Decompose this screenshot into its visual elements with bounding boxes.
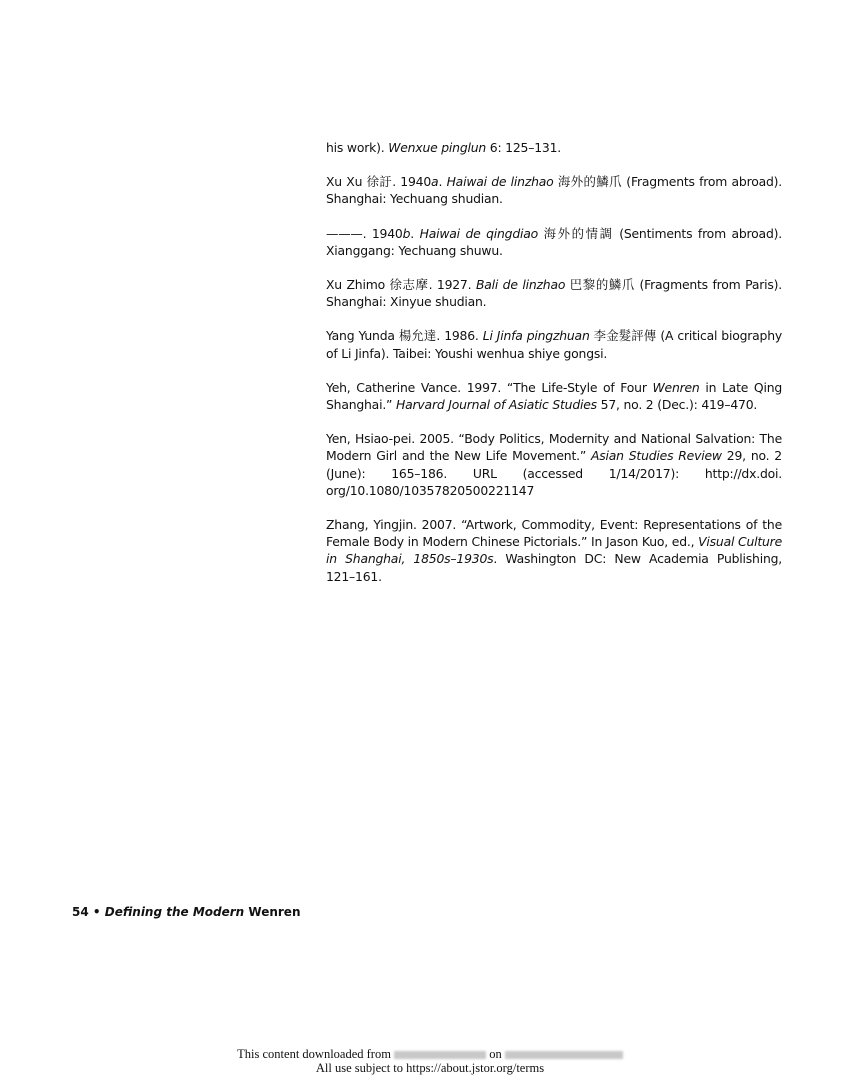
reference-entry <box>326 139 782 156</box>
book-title-italic: Defining the Modern <box>104 905 245 919</box>
reference-text: . <box>410 225 420 241</box>
book-title-roman: Wenren <box>244 905 301 919</box>
download-prefix: This content downloaded from <box>237 1047 395 1061</box>
reference-text: Zhang, Yingjin. 2007. “Artwork, Commodity, Event: Representations of the Female Body in Modern Chinese Pictorials.” In Jason Kuo, ed., <box>326 517 782 550</box>
reference-title: Haiwai de linzhao <box>446 174 554 190</box>
reference-text: Yeh, Catherine Vance. 1997. “The Life-Style of Four <box>326 379 653 395</box>
reference-title: Asian Studies Review <box>591 448 722 464</box>
reference-title: a <box>431 174 439 190</box>
reference-text: 57, no. 2 (Dec.): 419–470. <box>596 397 758 413</box>
reference-text: Yang Yunda 楊允達. 1986. <box>326 328 483 344</box>
reference-title: Wenren <box>652 379 700 395</box>
reference-text: . Washington DC: New Academia Publishing, 121–161. <box>326 551 782 584</box>
reference-text: 海外的鱗爪 (Fragments from abroad). Shanghai: Yechuang shudian. <box>326 174 783 207</box>
reference-title: Bali de linzhao <box>475 277 566 293</box>
running-footer <box>72 905 301 919</box>
reference-entry <box>326 173 782 207</box>
reference-list <box>326 139 782 602</box>
reference-text: Yen, Hsiao-pei. 2005. “Body Politics, Modernity and National Salvation: The Modern Girl and the New Life Movement.” <box>326 431 782 464</box>
reference-entry <box>326 379 782 413</box>
download-on: on <box>486 1047 505 1061</box>
reference-text: 海外的情調 (Sentiments from abroad). Xianggang: Yechuang shuwu. <box>326 225 782 258</box>
jstor-notice <box>0 1047 860 1075</box>
reference-title: Visual Culture in Shanghai, 1850s–1930s <box>326 534 782 567</box>
reference-entry <box>326 516 782 585</box>
reference-title: Li Jinfa pingzhuan <box>482 328 590 344</box>
reference-text: his work). <box>326 140 389 155</box>
reference-title: b <box>402 225 411 241</box>
reference-entry <box>326 327 782 361</box>
redacted-ip <box>394 1051 486 1059</box>
reference-text: Xu Zhimo 徐志摩. 1927. <box>326 277 476 293</box>
reference-entry <box>326 276 782 310</box>
reference-title: Haiwai de qingdiao <box>419 225 539 241</box>
redacted-date <box>505 1051 623 1059</box>
separator: • <box>88 905 105 919</box>
reference-entry <box>326 225 782 259</box>
reference-text: . <box>438 174 447 190</box>
reference-text: 巴黎的鱗爪 (Fragments from Paris). Shanghai: Xinyue shudian. <box>326 277 782 310</box>
download-line <box>0 1047 860 1061</box>
reference-text: in Late Qing Shanghai.” <box>326 379 783 413</box>
reference-entry <box>326 430 782 499</box>
reference-text: 6: 125–131. <box>486 140 562 155</box>
terms-line: All use subject to https://about.jstor.org/terms <box>315 1061 545 1075</box>
reference-text: ———. 1940 <box>326 225 403 241</box>
reference-title: Wenxue pinglun <box>388 140 487 155</box>
reference-text: 29, no. 2 (June): 165–186. URL (accessed 1/14/2017): http://dx.doi. org/10.1080/10357820500221147 <box>326 448 782 498</box>
reference-text: 李金髮評傳 (A critical biography of Li Jinfa). Taibei: Youshi wenhua shiye gongsi. <box>326 328 782 361</box>
reference-text: Xu Xu 徐訏. 1940 <box>326 174 432 190</box>
page-number: 54 <box>72 905 89 919</box>
reference-title: Harvard Journal of Asiatic Studies <box>396 397 597 413</box>
